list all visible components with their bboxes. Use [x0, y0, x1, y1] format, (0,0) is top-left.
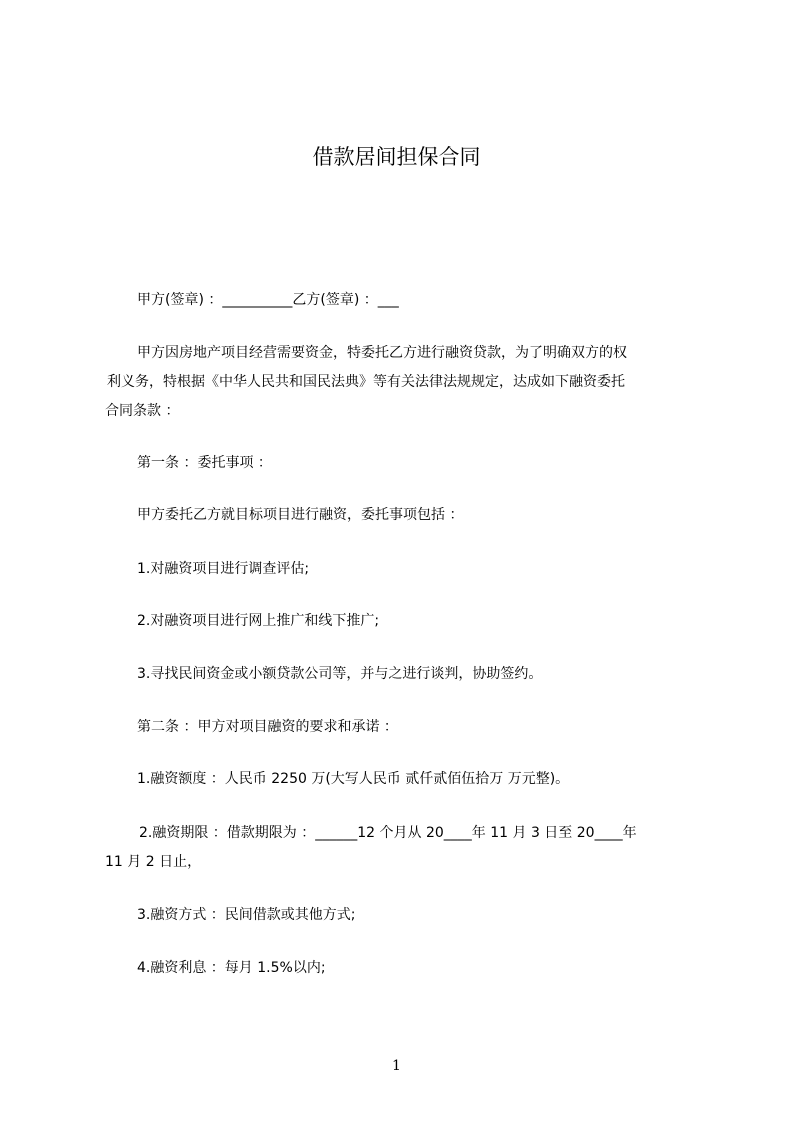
preamble-line: 甲方因房地产项目经营需要资金，特委托乙方进行融资贷款，为了明确双方的权	[137, 345, 627, 361]
preamble-line: 利义务，特根据《中华人民共和国民法典》等有关法律法规规定，达成如下融资委托	[107, 374, 625, 390]
article-2-item: 2.融资期限 ：借款期限为 ：______12 个月从 20____年 11 月 3 日至 20____年	[139, 825, 637, 841]
article-1-heading: 第一条 ：委托事项 ：	[137, 455, 272, 471]
article-1-item: 1.对融资项目进行调查评估;	[137, 561, 310, 577]
article-2-heading: 第二条 ：甲方对项目融资的要求和承诺 ：	[137, 719, 398, 735]
article-2-item-continuation: 11 月 2 日止，	[105, 854, 202, 870]
article-2-item: 4.融资利息 ：每月 1.5%以内;	[137, 960, 326, 976]
article-2-item: 1.融资额度 ：人民币 2250 万(大写人民币 贰仟贰佰伍拾万 万元整)。	[137, 771, 570, 787]
document-title: 借款居间担保合同	[312, 145, 481, 169]
article-2-item: 3.融资方式 ：民间借款或其他方式;	[137, 907, 356, 923]
article-1-intro: 甲方委托乙方就目标项目进行融资，委托事项包括 ：	[137, 507, 464, 523]
article-1-item: 3.寻找民间资金或小额贷款公司等，并与之进行谈判，协助签约。	[137, 666, 543, 682]
article-1-item: 2.对融资项目进行网上推广和线下推广;	[137, 613, 380, 629]
page-number: 1	[392, 1058, 401, 1074]
signature-line: 甲方(签章) ：__________乙方(签章) ：___	[137, 292, 399, 308]
preamble-line: 合同条款 ：	[105, 403, 180, 419]
